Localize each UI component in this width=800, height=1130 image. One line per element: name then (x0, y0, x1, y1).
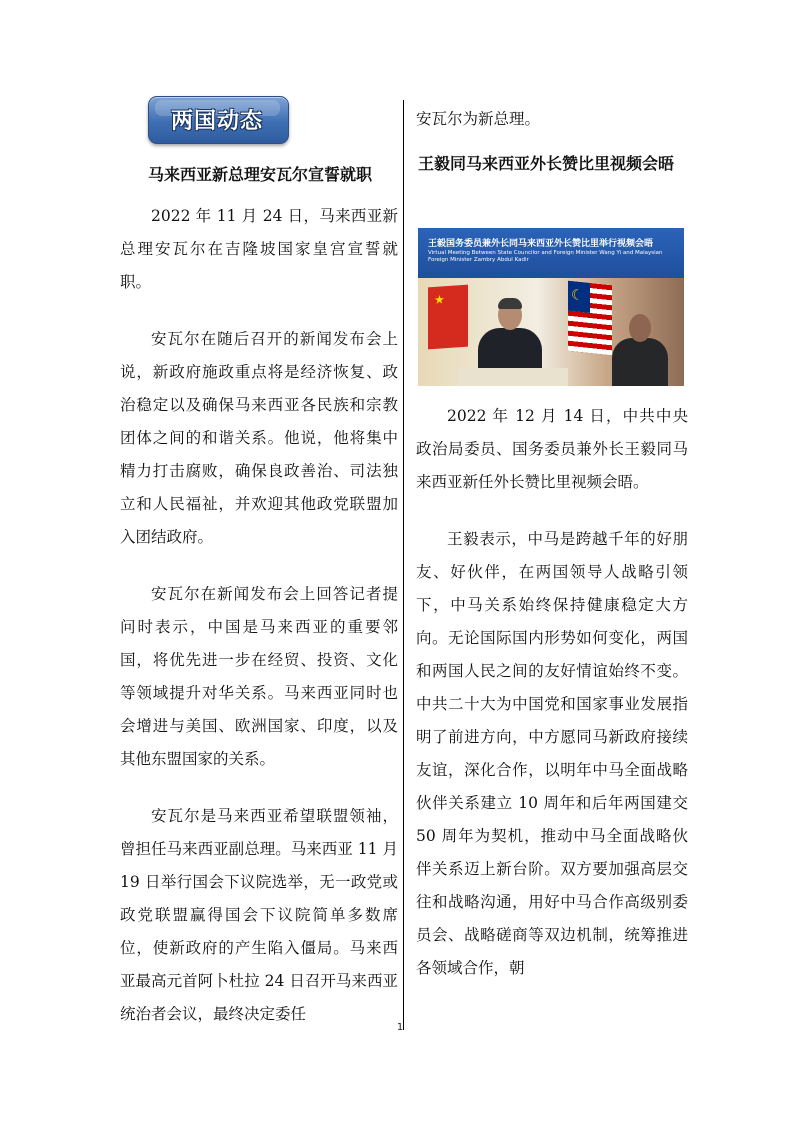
column-divider (403, 100, 404, 1030)
photo-banner-cn: 王毅国务委员兼外长同马来西亚外长赞比里举行视频会晤 (428, 239, 654, 249)
left-article-body (120, 200, 398, 1055)
photo-banner-en: Virtual Meeting Between State Councilor and Foreign Minister Wang Yi and Malaysian Foreign Minister Zambry Abdul Kadir (428, 250, 663, 263)
right-article-title: 王毅同马来西亚外长赞比里视频会晤 (418, 154, 675, 173)
desk (458, 368, 568, 386)
left-article-title: 马来西亚新总理安瓦尔宣誓就职 (148, 165, 373, 184)
right-article-body (416, 400, 688, 1009)
speaker-right (612, 314, 668, 386)
left-paragraph-4: 安瓦尔是马来西亚希望联盟领袖，曾担任马来西亚副总理。马来西亚 11 月 19 日举行国会下议院选举，无一政党或政党联盟赢得国会下议院简单多数席位，使新政府的产生陷入僵局。马来西亚最高元首阿卜杜拉 24 日召开马来西亚统治者会议，最终决定委任 (120, 807, 398, 1023)
photo-banner (418, 228, 684, 278)
left-paragraph-2: 安瓦尔在随后召开的新闻发布会上说，新政府施政重点将是经济恢复、政治稳定以及确保马来西亚各民族和宗教团体之间的和谐关系。他说，他将集中精力打击腐败，确保良政善治、司法独立和人民福祉，并欢迎其他政党联盟加入团结政府。 (120, 330, 398, 546)
meeting-photo (418, 228, 684, 386)
right-paragraph-2: 王毅表示，中马是跨越千年的好朋友、好伙伴，在两国领导人战略引领下，中马关系始终保持健康稳定大方向。无论国际国内形势如何变化，两国和两国人民之间的友好情谊始终不变。中共二十大为中国党和国家事业发展指明了前进方向，中方愿同马新政府接续友谊，深化合作，以明年中马全面战略伙伴关系建立 10 周年和后年两国建交 50 周年为契机，推动中马全面战略伙伴关系迈上新台阶。双方要加强高层交往和战略沟通，用好中马合作高级别委员会、战略磋商等双边机制，统筹推进各领域合作，朝 (416, 530, 688, 977)
page-number: 1 (396, 1022, 404, 1033)
continued-text: 安瓦尔为新总理。 (416, 110, 541, 128)
left-paragraph-1: 2022 年 11 月 24 日，马来西亚新总理安瓦尔在吉隆坡国家皇宫宣誓就职。 (120, 207, 398, 291)
malaysia-flag-icon: ☾ (568, 281, 612, 356)
section-label: 两国动态 (171, 109, 264, 134)
right-paragraph-1: 2022 年 12 月 14 日，中共中央政治局委员、国务委员兼外长王毅同马来西亚新任外长赞比里视频会晤。 (416, 407, 688, 491)
left-paragraph-3: 安瓦尔在新闻发布会上回答记者提问时表示，中国是马来西亚的重要邻国，将优先进一步在经贸、投资、文化等领域提升对华关系。马来西亚同时也会增进与美国、欧洲国家、印度，以及其他东盟国家的关系。 (120, 585, 398, 768)
china-flag-icon: ★ (428, 285, 468, 350)
section-badge (148, 96, 289, 144)
